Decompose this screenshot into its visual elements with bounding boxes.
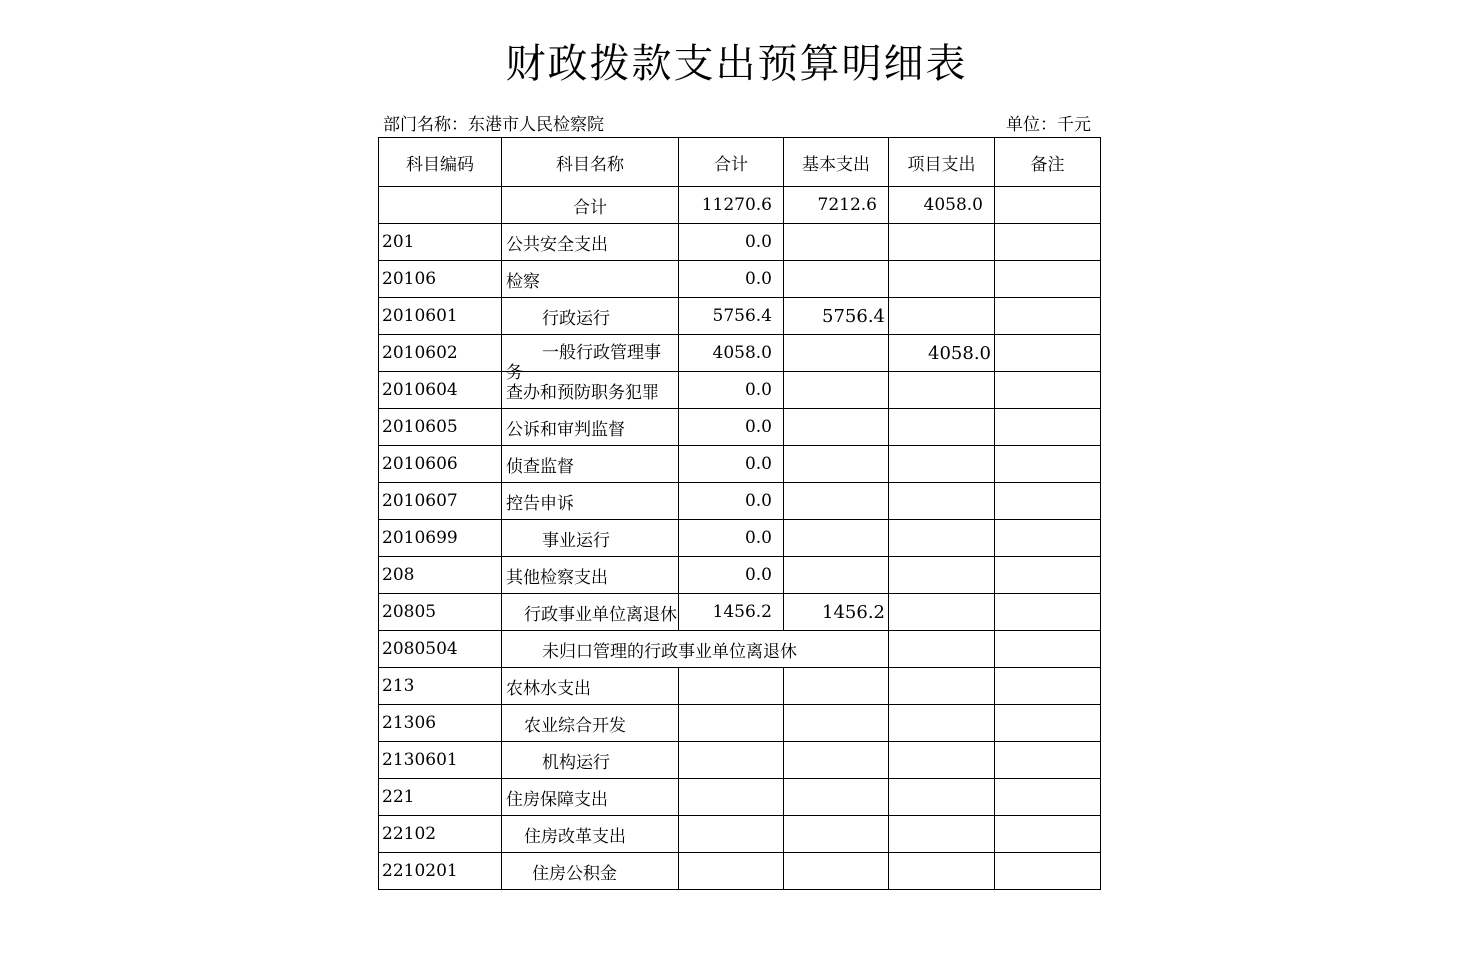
cell-total: 0.0: [679, 446, 784, 483]
cell-project: [889, 520, 995, 557]
cell-note: [995, 668, 1101, 705]
cell-basic: [784, 705, 889, 742]
cell-project: [889, 742, 995, 779]
department-label: 部门名称：东港市人民检察院: [383, 115, 604, 135]
cell-name: 查办和预防职务犯罪: [502, 372, 679, 409]
cell-note: [995, 557, 1101, 594]
cell-name: 行政运行: [502, 298, 679, 335]
cell-total: 0.0: [679, 557, 784, 594]
cell-note: [995, 631, 1101, 668]
cell-total: [679, 668, 784, 705]
cell-total: 0.0: [679, 409, 784, 446]
cell-code: 2080504: [379, 631, 502, 668]
cell-code: 201: [379, 224, 502, 261]
cell-name: 行政事业单位离退休: [502, 594, 679, 631]
table-row: [379, 594, 1101, 631]
cell-code: 221: [379, 779, 502, 816]
cell-name: 农林水支出: [502, 668, 679, 705]
table-row: [379, 705, 1101, 742]
cell-project: [889, 779, 995, 816]
cell-basic: 7212.6: [784, 187, 889, 224]
cell-note: [995, 335, 1101, 372]
cell-name: [502, 335, 679, 383]
cell-code: 2010604: [379, 372, 502, 409]
cell-basic: [784, 816, 889, 853]
unit-label: 单位：千元: [1006, 115, 1091, 135]
cell-basic: [784, 557, 889, 594]
cell-basic: [784, 742, 889, 779]
table-row: [379, 631, 1101, 668]
cell-note: [995, 483, 1101, 520]
cell-basic: [784, 261, 889, 298]
cell-code: 2130601: [379, 742, 502, 779]
header-code: 科目编码: [379, 138, 502, 187]
cell-code: 21306: [379, 705, 502, 742]
table-row: [379, 520, 1101, 557]
table-row: [379, 446, 1101, 483]
cell-name: 公诉和审判监督: [502, 409, 679, 446]
cell-note: [995, 779, 1101, 816]
cell-total: 11270.6: [679, 187, 784, 224]
table-row: [379, 668, 1101, 705]
cell-project: [889, 372, 995, 409]
cell-project: [889, 631, 995, 668]
table-row: [379, 557, 1101, 594]
cell-project: [889, 594, 995, 631]
cell-basic: 5756.4: [784, 298, 889, 335]
cell-project: 4058.0: [889, 187, 995, 224]
cell-project: [889, 483, 995, 520]
cell-note: [995, 594, 1101, 631]
cell-project: [889, 446, 995, 483]
cell-basic: [784, 668, 889, 705]
budget-table: [378, 137, 1101, 890]
table-row: [379, 409, 1101, 446]
cell-note: [995, 261, 1101, 298]
cell-basic: [784, 335, 889, 372]
header-project: 项目支出: [889, 138, 995, 187]
cell-name: 住房公积金: [502, 853, 679, 890]
cell-code: 2010607: [379, 483, 502, 520]
cell-name: 控告申诉: [502, 483, 679, 520]
cell-name-line2: 务: [506, 363, 523, 383]
cell-note: [995, 187, 1101, 224]
cell-project: [889, 261, 995, 298]
cell-basic: [784, 224, 889, 261]
cell-total: 4058.0: [679, 335, 784, 372]
cell-total: [679, 742, 784, 779]
cell-note: [995, 409, 1101, 446]
cell-code: 2010699: [379, 520, 502, 557]
cell-code: 22102: [379, 816, 502, 853]
cell-code: 2010602: [379, 335, 502, 372]
cell-total: [679, 705, 784, 742]
cell-note: [995, 298, 1101, 335]
total-row: [379, 187, 1101, 224]
cell-name: 侦查监督: [502, 446, 679, 483]
cell-note: [995, 853, 1101, 890]
cell-total: [679, 779, 784, 816]
table-row: [379, 742, 1101, 779]
cell-basic: [784, 409, 889, 446]
cell-code: 2010605: [379, 409, 502, 446]
cell-name: 其他检察支出: [502, 557, 679, 594]
table-row: [379, 224, 1101, 261]
page-title: 财政拨款支出预算明细表: [505, 41, 968, 87]
cell-basic: [784, 520, 889, 557]
cell-note: [995, 224, 1101, 261]
cell-project: [889, 816, 995, 853]
table-row: [379, 779, 1101, 816]
header-row: [379, 138, 1101, 187]
cell-project: 4058.0: [889, 335, 995, 372]
cell-name-line1: 一般行政管理事: [542, 343, 661, 363]
table-row: [379, 261, 1101, 298]
header-basic: 基本支出: [784, 138, 889, 187]
cell-code: 2010601: [379, 298, 502, 335]
cell-project: [889, 557, 995, 594]
cell-total: 0.0: [679, 224, 784, 261]
cell-name: 机构运行: [502, 742, 679, 779]
cell-name: 住房改革支出: [502, 816, 679, 853]
cell-total: 0.0: [679, 483, 784, 520]
cell-basic: [784, 853, 889, 890]
cell-note: [995, 520, 1101, 557]
cell-code: 2210201: [379, 853, 502, 890]
cell-project: [889, 224, 995, 261]
cell-project: [889, 668, 995, 705]
table-row: [379, 853, 1101, 890]
header-total: 合计: [679, 138, 784, 187]
cell-note: [995, 446, 1101, 483]
cell-name: 公共安全支出: [502, 224, 679, 261]
cell-total: 0.0: [679, 261, 784, 298]
cell-note: [995, 742, 1101, 779]
cell-name: 农业综合开发: [502, 705, 679, 742]
table-row: [379, 335, 1101, 372]
cell-code: 208: [379, 557, 502, 594]
cell-project: [889, 298, 995, 335]
cell-basic: [784, 446, 889, 483]
cell-basic: [784, 483, 889, 520]
cell-total: 0.0: [679, 520, 784, 557]
cell-name: 住房保障支出: [502, 779, 679, 816]
cell-project: [889, 705, 995, 742]
cell-total: [679, 853, 784, 890]
cell-code: 213: [379, 668, 502, 705]
cell-code: [379, 187, 502, 224]
cell-total: 1456.2: [679, 594, 784, 631]
cell-total: 0.0: [679, 372, 784, 409]
cell-total: 5756.4: [679, 298, 784, 335]
table-row: [379, 372, 1101, 409]
header-note: 备注: [995, 138, 1101, 187]
table-row: [379, 816, 1101, 853]
cell-basic: 1456.2: [784, 594, 889, 631]
cell-code: 20106: [379, 261, 502, 298]
cell-note: [995, 705, 1101, 742]
cell-project: [889, 409, 995, 446]
cell-note: [995, 816, 1101, 853]
cell-note: [995, 372, 1101, 409]
table-row: [379, 483, 1101, 520]
header-name: 科目名称: [502, 138, 679, 187]
cell-name: 未归口管理的行政事业单位离退休: [502, 631, 889, 668]
cell-name: 合计: [502, 187, 679, 224]
cell-basic: [784, 372, 889, 409]
cell-basic: [784, 779, 889, 816]
cell-name: 事业运行: [502, 520, 679, 557]
cell-project: [889, 853, 995, 890]
cell-code: 2010606: [379, 446, 502, 483]
cell-name: 检察: [502, 261, 679, 298]
cell-code: 20805: [379, 594, 502, 631]
cell-total: [679, 816, 784, 853]
table-row: [379, 298, 1101, 335]
